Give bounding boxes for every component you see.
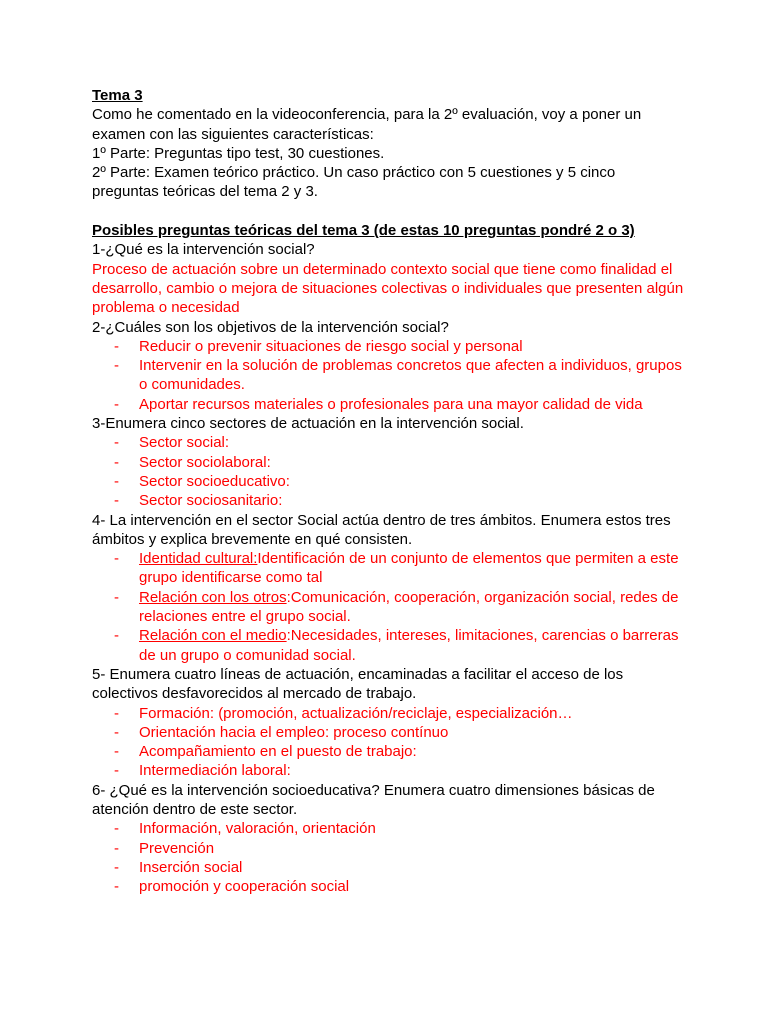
list-item-text: Aportar recursos materiales o profesionales para una mayor calidad de vida bbox=[139, 395, 643, 413]
list-item bbox=[92, 337, 712, 356]
list-item bbox=[92, 453, 712, 472]
term-label: Relación con los otros bbox=[139, 588, 287, 606]
list-item bbox=[92, 472, 712, 491]
list-item bbox=[92, 356, 712, 395]
question-6: atención dentro de este sector. bbox=[92, 800, 298, 818]
list-item-text: Acompañamiento en el puesto de trabajo: bbox=[139, 743, 417, 761]
question-4: ámbitos y explica brevemente en qué consisten. bbox=[92, 530, 413, 548]
term-definition: :Necesidades, intereses, limitaciones, carencias o barreras bbox=[286, 627, 679, 645]
list-item-text: de un grupo o comunidad social. bbox=[139, 646, 356, 664]
list-item bbox=[92, 491, 712, 510]
list-item-text bbox=[139, 626, 712, 645]
answer-4-list bbox=[92, 549, 712, 665]
intro-line: 1º Parte: Preguntas tipo test, 30 cuestiones. bbox=[92, 144, 385, 162]
dash-bullet: - bbox=[114, 492, 119, 510]
list-item bbox=[92, 742, 712, 761]
list-item-text: Formación: (promoción, actualización/reciclaje, especialización… bbox=[139, 704, 573, 722]
dash-bullet: - bbox=[114, 627, 119, 645]
list-item-text: Intervenir en la solución de problemas concretos que afecten a individuos, grupos bbox=[139, 357, 682, 375]
dash-bullet: - bbox=[114, 337, 119, 355]
question-3: 3-Enumera cinco sectores de actuación en la intervención social. bbox=[92, 415, 524, 433]
dash-bullet: - bbox=[114, 704, 119, 722]
term-label: Identidad cultural: bbox=[139, 550, 258, 568]
dash-bullet: - bbox=[114, 434, 119, 452]
answer-6-list bbox=[92, 819, 712, 896]
dash-bullet: - bbox=[114, 395, 119, 413]
answer-3-list bbox=[92, 433, 712, 510]
answer-1-line: problema o necesidad bbox=[92, 299, 240, 317]
list-item-text: Sector socioeducativo: bbox=[139, 472, 290, 490]
answer-5-list bbox=[92, 704, 712, 781]
list-item-text bbox=[139, 549, 712, 568]
intro-line: Como he comentado en la videoconferencia, para la 2º evaluación, voy a poner un bbox=[92, 106, 642, 124]
spacer bbox=[92, 202, 712, 221]
dash-bullet: - bbox=[114, 820, 119, 838]
list-item-text: Prevención bbox=[139, 839, 215, 857]
answer-1-line: desarrollo, cambio o mejora de situaciones colectivas o individuales que presenten algún bbox=[92, 279, 684, 297]
list-item bbox=[92, 819, 712, 838]
list-item bbox=[92, 723, 712, 742]
list-item bbox=[92, 877, 712, 896]
question-5: colectivos desfavorecidos al mercado de trabajo. bbox=[92, 685, 417, 703]
list-item bbox=[92, 858, 712, 877]
question-2: 2-¿Cuáles son los objetivos de la intervención social? bbox=[92, 318, 449, 336]
answer-2-list bbox=[92, 337, 712, 414]
list-item bbox=[92, 839, 712, 858]
section-title: Posibles preguntas teóricas del tema 3 (de estas 10 preguntas pondré 2 o 3) bbox=[92, 222, 635, 240]
answer-1-line: Proceso de actuación sobre un determinado contexto social que tiene como finalidad el bbox=[92, 260, 673, 278]
list-item bbox=[92, 549, 712, 588]
list-item bbox=[92, 761, 712, 780]
list-item-text: Sector sociolaboral: bbox=[139, 453, 271, 471]
list-item-text: relaciones entre el grupo social. bbox=[139, 608, 351, 626]
list-item bbox=[92, 433, 712, 452]
list-item-text: Sector sociosanitario: bbox=[139, 492, 283, 510]
list-item-text: Información, valoración, orientación bbox=[139, 820, 376, 838]
list-item-text: promoción y cooperación social bbox=[139, 878, 350, 896]
list-item-text: Intermediación laboral: bbox=[139, 762, 291, 780]
dash-bullet: - bbox=[114, 357, 119, 375]
list-item-text: o comunidades. bbox=[139, 376, 245, 394]
dash-bullet: - bbox=[114, 453, 119, 471]
question-4: 4- La intervención en el sector Social actúa dentro de tres ámbitos. Enumera estos tres bbox=[92, 511, 671, 529]
list-item bbox=[92, 395, 712, 414]
question-6: 6- ¿Qué es la intervención socioeducativa? Enumera cuatro dimensiones básicas de bbox=[92, 781, 655, 799]
document-page bbox=[92, 86, 712, 896]
dash-bullet: - bbox=[114, 858, 119, 876]
intro-line: examen con las siguientes características: bbox=[92, 125, 374, 143]
list-item bbox=[92, 588, 712, 627]
dash-bullet: - bbox=[114, 472, 119, 490]
term-definition: Identificación de un conjunto de elementos que permiten a este bbox=[257, 550, 679, 568]
term-definition: :Comunicación, cooperación, organización social, redes de bbox=[286, 588, 679, 606]
list-item-text: Inserción social bbox=[139, 858, 243, 876]
question-1: 1-¿Qué es la intervención social? bbox=[92, 241, 315, 259]
dash-bullet: - bbox=[114, 878, 119, 896]
list-item-text: Orientación hacia el empleo: proceso contínuo bbox=[139, 723, 449, 741]
list-item-text bbox=[139, 588, 712, 607]
dash-bullet: - bbox=[114, 762, 119, 780]
dash-bullet: - bbox=[114, 743, 119, 761]
intro-line: 2º Parte: Examen teórico práctico. Un caso práctico con 5 cuestiones y 5 cinco bbox=[92, 164, 616, 182]
dash-bullet: - bbox=[114, 550, 119, 568]
document-title: Tema 3 bbox=[92, 87, 143, 104]
list-item bbox=[92, 626, 712, 665]
term-label: Relación con el medio bbox=[139, 627, 287, 645]
dash-bullet: - bbox=[114, 723, 119, 741]
intro-line: preguntas teóricas del tema 2 y 3. bbox=[92, 183, 318, 201]
dash-bullet: - bbox=[114, 588, 119, 606]
list-item-text: grupo identificarse como tal bbox=[139, 569, 323, 587]
question-5: 5- Enumera cuatro líneas de actuación, encaminadas a facilitar el acceso de los bbox=[92, 665, 624, 683]
list-item-text: Sector social: bbox=[139, 434, 230, 452]
list-item-text: Reducir o prevenir situaciones de riesgo social y personal bbox=[139, 337, 523, 355]
dash-bullet: - bbox=[114, 839, 119, 857]
list-item bbox=[92, 704, 712, 723]
